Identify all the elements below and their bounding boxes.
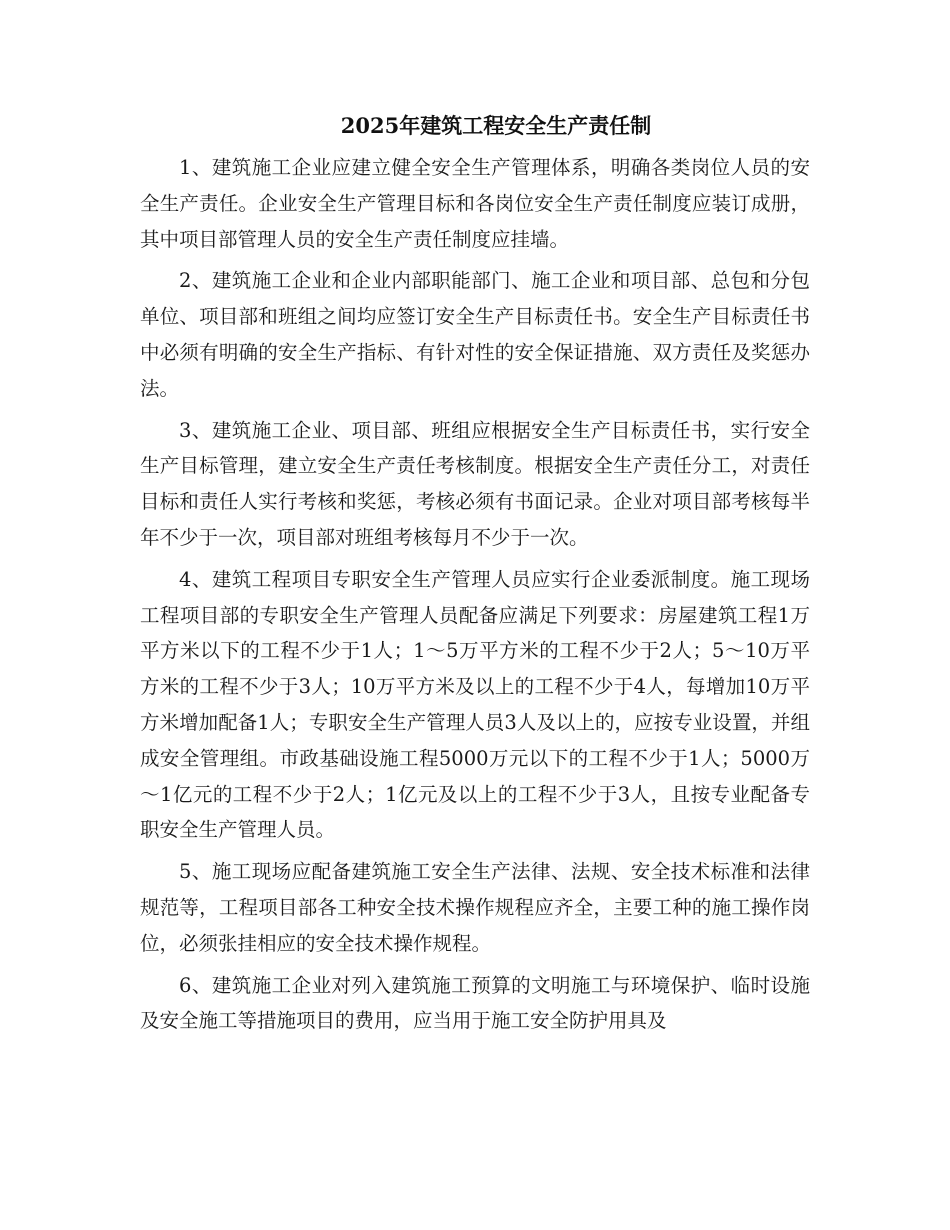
paragraph-3: 3、建筑施工企业、项目部、班组应根据安全生产目标责任书，实行安全生产目标管理，建立安全生产责任考核制度。根据安全生产责任分工，对责任目标和责任人实行考核和奖惩，考核必须有书面记录。企业对项目部考核每半年不少于一次，项目部对班组考核每月不少于一次。 — [140, 418, 810, 549]
paragraph-2: 2、建筑施工企业和企业内部职能部门、施工企业和项目部、总包和分包单位、项目部和班组之间均应签订安全生产目标责任书。安全生产目标责任书中必须有明确的安全生产指标、有针对性的安全保证措施、双方责任及奖惩办法。 — [140, 269, 810, 400]
paragraph-6: 6、建筑施工企业对列入建筑施工预算的文明施工与环境保护、临时设施及安全施工等措施项目的费用，应当用于施工安全防护用具及 — [140, 973, 810, 1033]
document-title: 2025年建筑工程安全生产责任制 — [340, 113, 652, 138]
paragraph-4: 4、建筑工程项目专职安全生产管理人员应实行企业委派制度。施工现场工程项目部的专职安全生产管理人员配备应满足下列要求：房屋建筑工程1万平方米以下的工程不少于1人；1～5万平方米的工程不少于2人；5～10万平方米的工程不少于3人；10万平方米及以上的工程不少于4人，每增加10万平方米增加配备1人；专职安全生产管理人员3人及以上的，应按专业设置，并组成安全管理组。市政基础设施工程5000万元以下的工程不少于1人；5000万～1亿元的工程不少于2人；1亿元及以上的工程不少于3人，且按专业配备专职安全生产管理人员。 — [140, 567, 810, 842]
paragraph-5: 5、施工现场应配备建筑施工安全生产法律、法规、安全技术标准和法律规范等，工程项目部各工种安全技术操作规程应齐全，主要工种的施工操作岗位，必须张挂相应的安全技术操作规程。 — [140, 860, 810, 955]
paragraph-1: 1、建筑施工企业应建立健全安全生产管理体系，明确各类岗位人员的安全生产责任。企业安全生产管理目标和各岗位安全生产责任制度应装订成册，其中项目部管理人员的安全生产责任制度应挂墙。 — [140, 156, 810, 251]
document-body — [140, 150, 810, 1045]
